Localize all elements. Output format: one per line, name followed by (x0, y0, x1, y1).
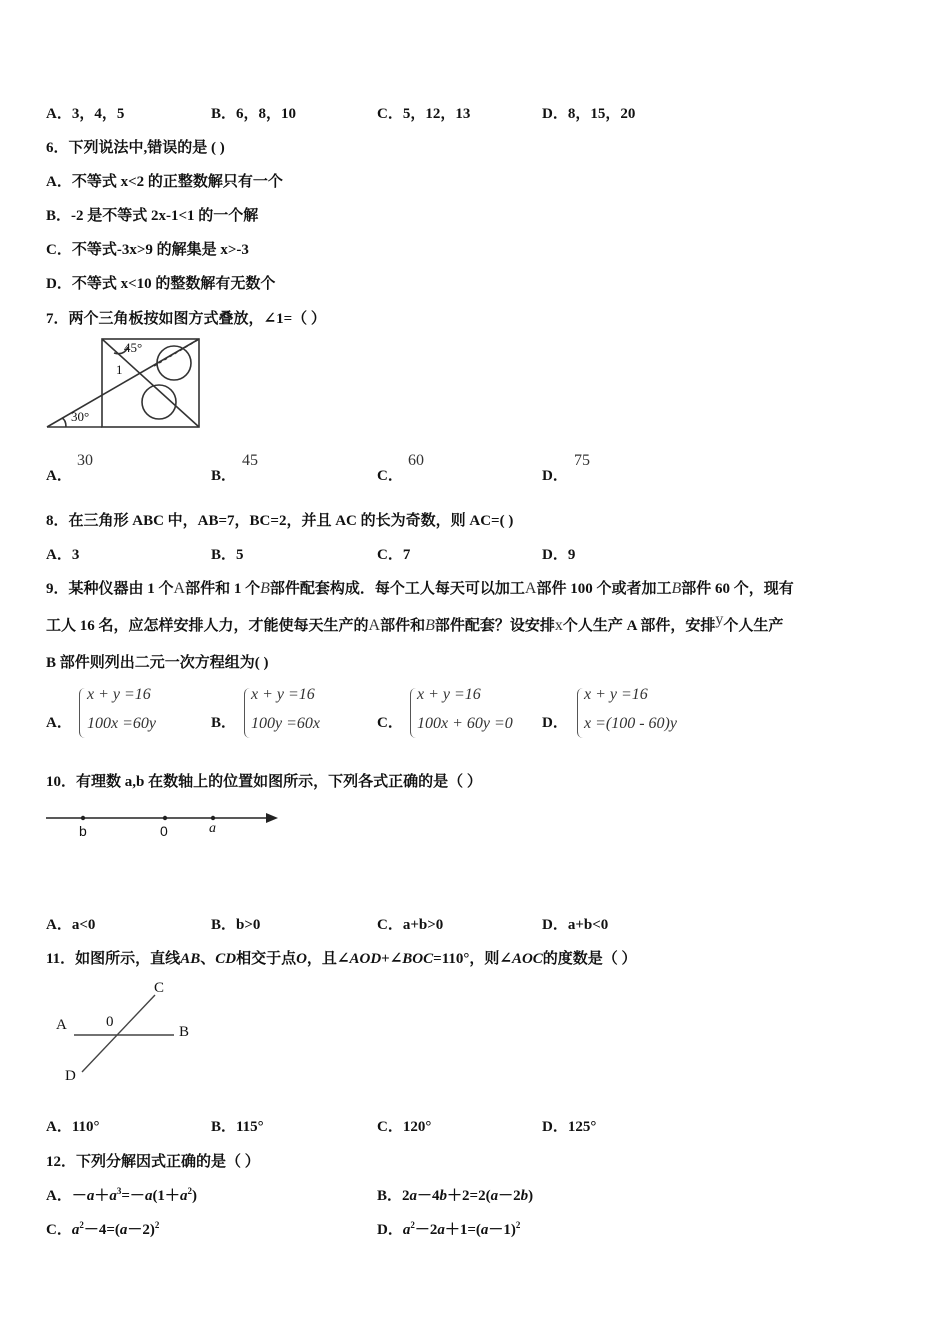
q11-label-d: D (65, 1068, 76, 1084)
q11-stem: 11．如图所示，直线AB、CD相交于点O，且∠AOD+∠BOC=110°，则∠AOC的度数是（ ） (46, 951, 637, 967)
q6-option-b: B．-2 是不等式 2x-1<1 的一个解 (46, 208, 259, 224)
q7-option-d-value: 75 (574, 452, 590, 469)
q8-option-a: A．3 (46, 547, 80, 563)
q6-stem: 6．下列说法中,错误的是 ( ) (46, 140, 225, 156)
q6-option-a: A．不等式 x<2 的正整数解只有一个 (46, 174, 283, 190)
q9-option-b-eq2: 100y =60x (251, 715, 320, 732)
q9-option-a-eq2: 100x =60y (87, 715, 156, 732)
q7-option-d-letter: D． (542, 468, 568, 484)
q11-option-b: B．115° (211, 1119, 264, 1135)
q7-label-30: 30° (71, 409, 90, 424)
q9-line-1: 9．某种仪器由 1 个A部件和 1 个B部件配套构成．每个工人每天可以加工A部件 100 个或者加工B部件 60 个，现有 (46, 580, 794, 597)
q9-option-c-eq1: x + y =16 (417, 686, 481, 703)
q10-point-b (81, 816, 85, 820)
q6-option-c: C．不等式-3x>9 的解集是 x>-3 (46, 242, 249, 258)
q8-option-b: B．5 (211, 547, 244, 563)
q8-option-d: D．9 (542, 547, 576, 563)
q7-option-a-value: 30 (77, 452, 93, 469)
q9-option-a-letter: A． (46, 715, 72, 731)
q9-option-c-letter: C． (377, 715, 403, 731)
q7-triangle-figure (44, 336, 204, 432)
q9-option-b-letter: B． (211, 715, 237, 731)
q11-option-a: A．110° (46, 1119, 100, 1135)
q7-label-45: 45° (124, 340, 143, 355)
q11-label-o: 0 (106, 1014, 114, 1030)
q10-point-zero (163, 816, 167, 820)
q7-label-1: 1 (116, 362, 123, 377)
q7-option-a-letter: A． (46, 468, 72, 484)
q5-option-a: A．3，4，5 (46, 106, 125, 122)
q12-stem: 12．下列分解因式正确的是（ ） (46, 1154, 260, 1170)
q9-option-b-eq1: x + y =16 (251, 686, 315, 703)
q10-point-a (211, 816, 215, 820)
q9-option-c-eq2: 100x + 60y =0 (417, 715, 513, 732)
q9-line-3: B 部件则列出二元一次方程组为( ) (46, 655, 269, 671)
q7-option-c-value: 60 (408, 452, 424, 469)
q7-circle-top (157, 346, 191, 380)
q10-stem: 10．有理数 a,b 在数轴上的位置如图所示，下列各式正确的是（ ） (46, 774, 482, 790)
q9-line-2: 工人 16 名，应怎样安排人力，才能使每天生产的A部件和B部件配套？设安排x个人生产 A 部件，安排y个人生产 (46, 611, 784, 634)
q11-option-c: C．120° (377, 1119, 432, 1135)
q10-label-b: b (79, 823, 87, 839)
q5-option-b: B．6，8，10 (211, 106, 297, 122)
q7-stem: 7．两个三角板按如图方式叠放，∠1=（ ） (46, 311, 326, 327)
q10-label-a: a (209, 821, 216, 836)
q9-option-d-eq2: x =(100 - 60)y (584, 715, 677, 732)
q10-option-d: D．a+b<0 (542, 917, 609, 933)
q9-option-d-eq1: x + y =16 (584, 686, 648, 703)
q12-option-c: C．$a^2-4=(a-2)^2$ (46, 1220, 160, 1238)
q8-option-c: C．7 (377, 547, 411, 563)
q7-hypotenuse-45 (102, 339, 199, 427)
q7-option-b-letter: B． (211, 468, 237, 484)
q11-lines-figure (52, 980, 202, 1090)
q10-axis-arrow (266, 813, 278, 823)
q10-option-a: A．a<0 (46, 917, 96, 933)
q10-option-b: B．b>0 (211, 917, 261, 933)
q11-line-cd (82, 995, 155, 1072)
q9-option-d-letter: D． (542, 715, 568, 731)
q11-label-a: A (56, 1017, 67, 1033)
q5-option-d: D．8，15，20 (542, 106, 636, 122)
q10-number-line (44, 808, 284, 842)
q7-option-b-value: 45 (242, 452, 258, 469)
q11-label-b: B (179, 1024, 190, 1040)
q10-option-c: C．a+b>0 (377, 917, 444, 933)
q12-option-b: B．2a－4b＋2=2(a－2b) (377, 1188, 534, 1204)
q12-option-d: D．$a^2-2a+1=(a-1)^2$ (377, 1220, 521, 1238)
q11-option-d: D．125° (542, 1119, 597, 1135)
q12-option-a: A．$-a+a^3=-a(1+a^2)$ (46, 1186, 197, 1204)
q5-option-c: C．5，12，13 (377, 106, 471, 122)
q6-option-d: D．不等式 x<10 的整数解有无数个 (46, 276, 276, 292)
q9-option-a-eq1: x + y =16 (87, 686, 151, 703)
q10-label-zero: 0 (160, 823, 168, 839)
q8-stem: 8．在三角形 ABC 中，AB=7，BC=2，并且 AC 的长为奇数，则 AC=( ) (46, 513, 514, 529)
q11-label-c: C (154, 980, 165, 996)
q7-option-c-letter: C． (377, 468, 403, 484)
